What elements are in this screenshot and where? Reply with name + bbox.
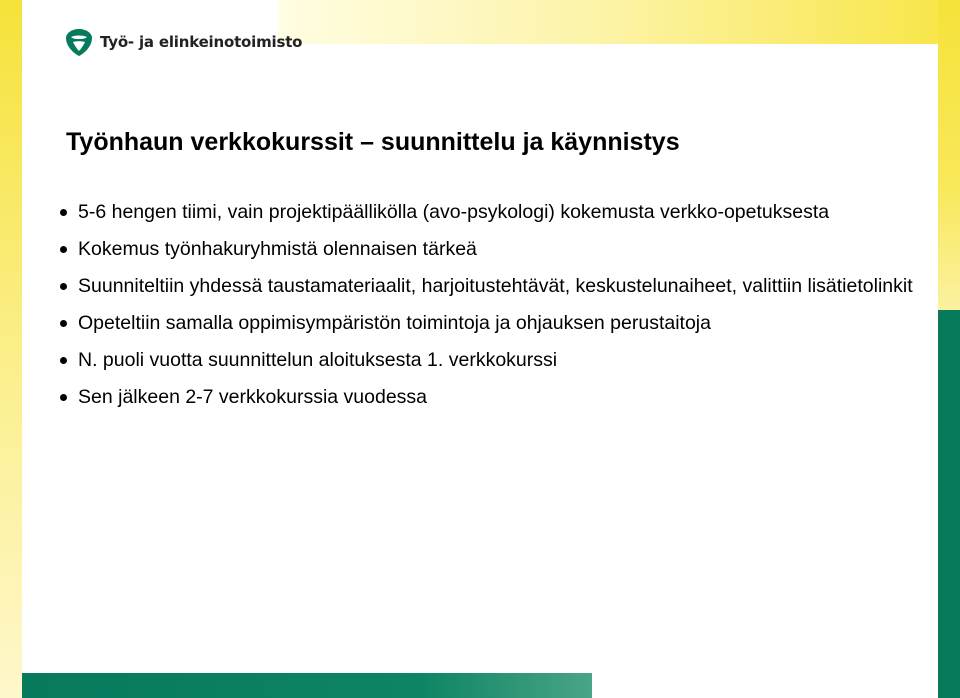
bullet-dot-icon [60, 283, 67, 290]
logo-text: Työ- ja elinkeinotoimisto [100, 33, 303, 51]
bullet-dot-icon [60, 320, 67, 327]
slide-title: Työnhaun verkkokurssit – suunnittelu ja käynnistys [66, 128, 680, 156]
bullet-item [60, 346, 920, 374]
left-decorative-bar [0, 0, 22, 698]
bullet-dot-icon [60, 246, 67, 253]
bullet-text: Suunniteltiin yhdessä taustamateriaalit, harjoitustehtävät, keskustelunaiheet, valittiin lisätietolinkit [78, 275, 913, 297]
bullet-item [60, 235, 920, 263]
bottom-decorative-band [22, 673, 592, 698]
logo [64, 26, 302, 58]
bullet-dot-icon [60, 209, 67, 216]
bullet-item [60, 198, 920, 226]
top-decorative-band [278, 0, 938, 44]
bullet-item [60, 272, 920, 300]
bullet-dot-icon [60, 394, 67, 401]
bullet-list [60, 198, 920, 420]
bullet-text: N. puoli vuotta suunnittelun aloituksesta 1. verkkokurssi [78, 349, 558, 371]
bullet-dot-icon [60, 357, 67, 364]
bullet-item [60, 309, 920, 337]
right-decorative-bar-yellow [938, 0, 960, 310]
bullet-text: Opeteltiin samalla oppimisympäristön toimintoja ja ohjauksen perustaitoja [78, 312, 711, 334]
te-office-logo-icon [64, 27, 94, 57]
bullet-text: 5-6 hengen tiimi, vain projektipäällikölla (avo-psykologi) kokemusta verkko-opetuksesta [78, 201, 830, 223]
bullet-text: Kokemus työnhakuryhmistä olennaisen tärkeä [78, 238, 477, 260]
bullet-text: Sen jälkeen 2-7 verkkokurssia vuodessa [78, 386, 428, 408]
right-decorative-bar-green [938, 310, 960, 698]
bullet-item [60, 383, 920, 411]
